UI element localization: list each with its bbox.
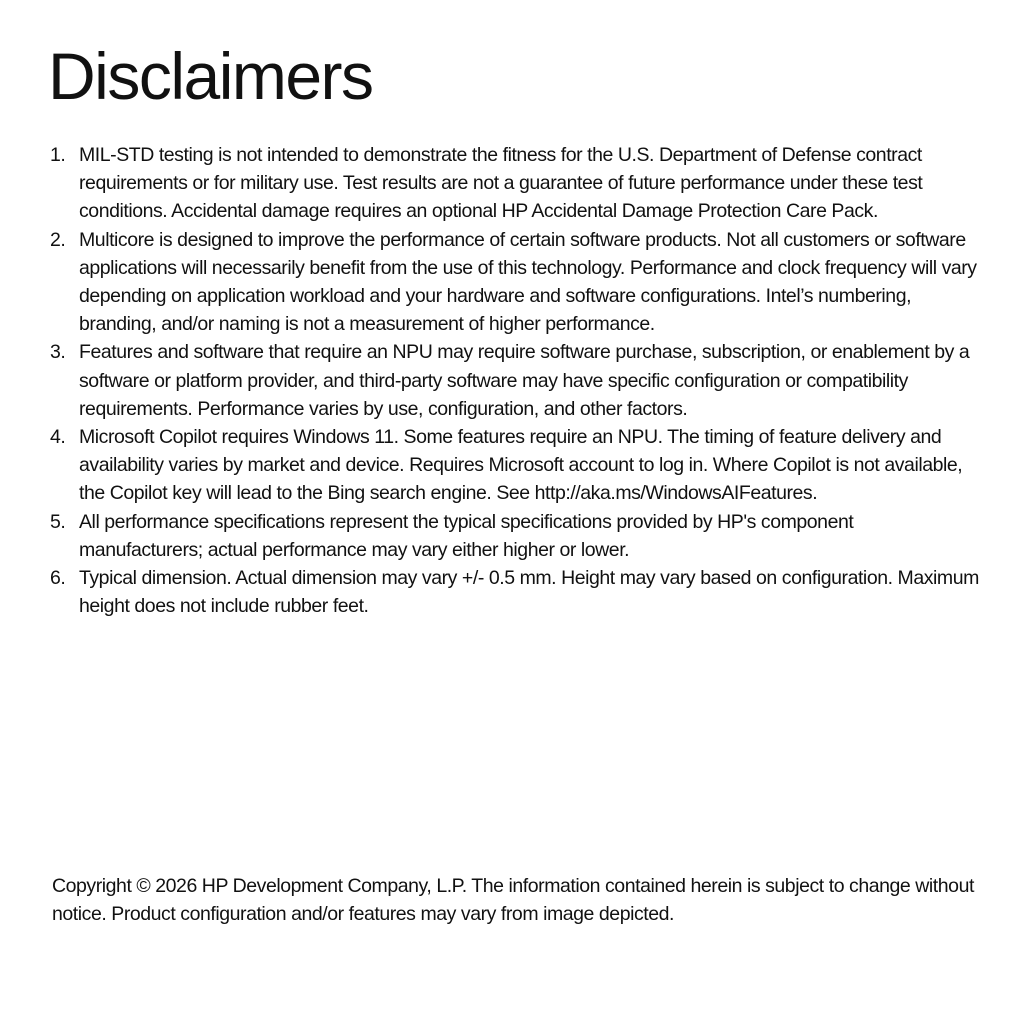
disclaimer-item bbox=[50, 338, 980, 423]
page-title: Disclaimers bbox=[48, 39, 373, 113]
disclaimer-number: 3. bbox=[50, 341, 66, 364]
disclaimer-text: Multicore is designed to improve the performance of certain software products. Not all customers or software applications will necessarily benefit from the use of this technology. Performance and clock frequency will vary depending on application workload and your hardware and software configurations. Intel’s numbering, branding, and/or naming is not a measurement of higher performance. bbox=[79, 228, 977, 336]
disclaimer-number: 6. bbox=[50, 567, 66, 590]
disclaimer-item bbox=[50, 423, 980, 508]
disclaimer-number: 4. bbox=[50, 426, 66, 449]
disclaimer-text: MIL-STD testing is not intended to demonstrate the fitness for the U.S. Department of Defense contract requirements or for military use. Test results are not a guarantee of future performance under these test conditions. Accidental damage requires an optional HP Accidental Damage Protection Care Pack. bbox=[79, 144, 923, 223]
disclaimer-number: 2. bbox=[50, 228, 66, 251]
disclaimer-item bbox=[50, 141, 980, 226]
disclaimer-number: 1. bbox=[50, 144, 66, 166]
disclaimer-text: Microsoft Copilot requires Windows 11. Some features require an NPU. The timing of feature delivery and availability varies by market and device. Requires Microsoft account to log in. Where Copilot is not available, the Copilot key will lead to the Bing search engine. See http://aka.ms/WindowsAIFeatures. bbox=[79, 426, 963, 505]
disclaimer-text: Features and software that require an NPU may require software purchase, subscription, or enablement by a software or platform provider, and third-party software may have specific configuration or compatibility requirements. Performance varies by use, configuration, and other factors. bbox=[79, 341, 970, 420]
disclaimer-item bbox=[50, 508, 980, 564]
copyright-notice: Copyright © 2026 HP Development Company, L.P. The information contained herein is subject to change without notice. Product configuration and/or features may vary from image depicted. bbox=[52, 875, 974, 926]
disclaimer-number: 5. bbox=[50, 510, 66, 533]
disclaimer-text: All performance specifications represent the typical specifications provided by HP's component manufacturers; actual performance may vary either higher or lower. bbox=[79, 510, 854, 561]
disclaimer-list bbox=[50, 141, 980, 620]
disclaimer-item bbox=[50, 226, 980, 339]
disclaimer-item bbox=[50, 564, 980, 620]
disclaimer-text: Typical dimension. Actual dimension may vary +/- 0.5 mm. Height may vary based on configuration. Maximum height does not include rubber feet. bbox=[79, 567, 979, 618]
